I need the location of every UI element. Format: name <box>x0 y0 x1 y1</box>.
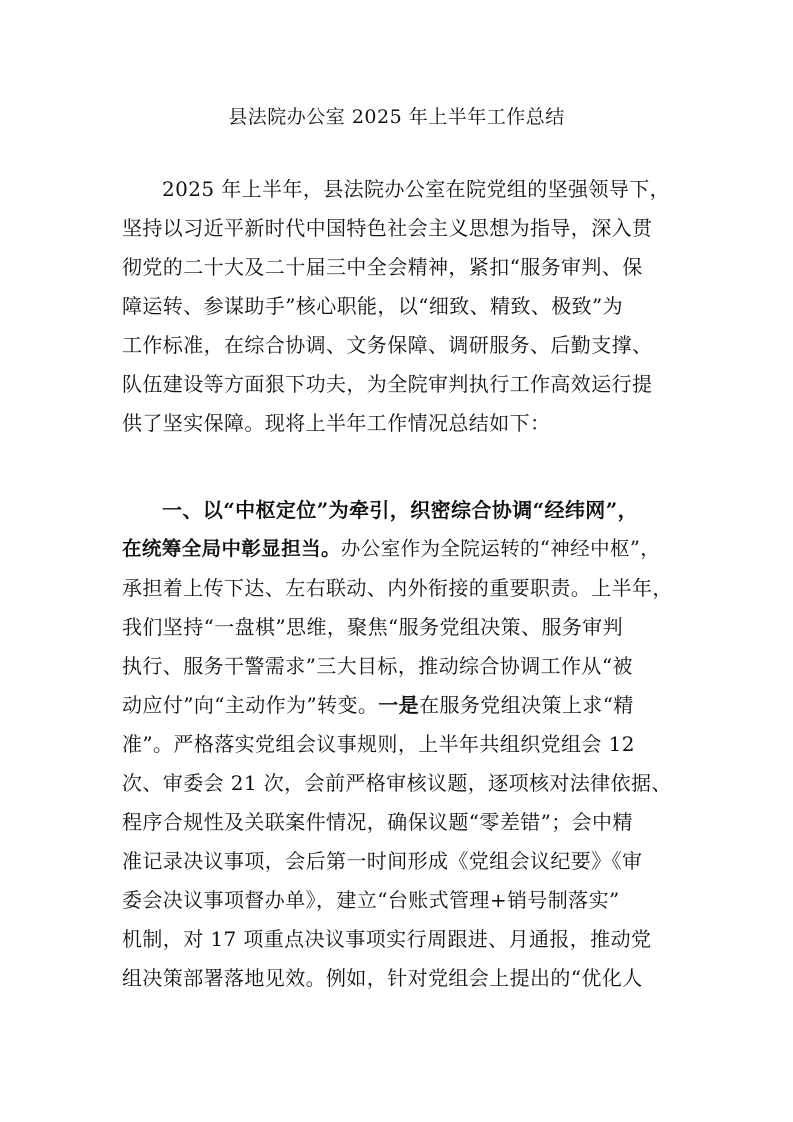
section-heading-continued: 在统筹全局中彰显担当。 <box>122 537 341 560</box>
paragraph-text: 办公室作为全院运转的“神经中枢”， <box>340 537 661 560</box>
document-title: 县法院办公室 2025 年上半年工作总结 <box>228 106 565 128</box>
paragraph-line: 程序合规性及关联案件情况，确保议题“零差错”；会中精 <box>122 810 633 834</box>
paragraph-line: 我们坚持“一盘棋”思维，聚焦“服务党组决策、服务审判 <box>122 615 624 639</box>
paragraph-line <box>122 534 660 564</box>
paragraph-line: 队伍建设等方面狠下功夫，为全院审判执行工作高效运行提 <box>122 372 653 396</box>
paragraph-line: 组决策部署落地见效。例如，针对党组会上提出的“优化人 <box>122 966 643 990</box>
paragraph-line <box>122 690 634 720</box>
paragraph-text: 动应付”向“主动作为”转变。 <box>122 693 379 717</box>
item-marker: 一是 <box>378 693 420 717</box>
paragraph-line: 次、审委会 21 次，会前严格审核议题，逐项核对法律依据、 <box>122 771 672 795</box>
paragraph-line: 供了坚实保障。现将上半年工作情况总结如下： <box>122 411 551 435</box>
paragraph-line: 障运转、参谋助手”核心职能，以“细致、精致、极致”为 <box>122 294 624 318</box>
paragraph-line: 准”。严格落实党组会议事规则，上半年共组织党组会 12 <box>122 732 635 756</box>
paragraph-line: 坚持以习近平新时代中国特色社会主义思想为指导，深入贯 <box>122 216 653 240</box>
paragraph-line: 工作标准，在综合协调、文务保障、调研服务、后勤支撑、 <box>122 333 653 357</box>
section-heading: 一、以“中枢定位”为牵引，织密综合协调“经纬网”， <box>162 498 639 522</box>
paragraph-line: 彻党的二十大及二十届三中全会精神，紧扣“服务审判、保 <box>122 255 643 279</box>
paragraph-line: 承担着上传下达、左右联动、内外衔接的重要职责。上半年， <box>122 576 673 600</box>
paragraph-line: 准记录决议事项，会后第一时间形成《党组会议纪要》《审 <box>122 849 643 873</box>
paragraph-line: 执行、服务干警需求”三大目标，推动综合协调工作从“被 <box>122 654 633 678</box>
paragraph-line: 2025 年上半年，县法院办公室在院党组的坚强领导下， <box>162 177 671 201</box>
paragraph-line: 委会决议事项督办单》，建立“台账式管理+销号制落实” <box>122 888 620 912</box>
paragraph-text: 在服务党组决策上求“精 <box>419 693 634 717</box>
paragraph-line: 机制，对 17 项重点决议事项实行周跟进、月通报，推动党 <box>122 927 652 951</box>
